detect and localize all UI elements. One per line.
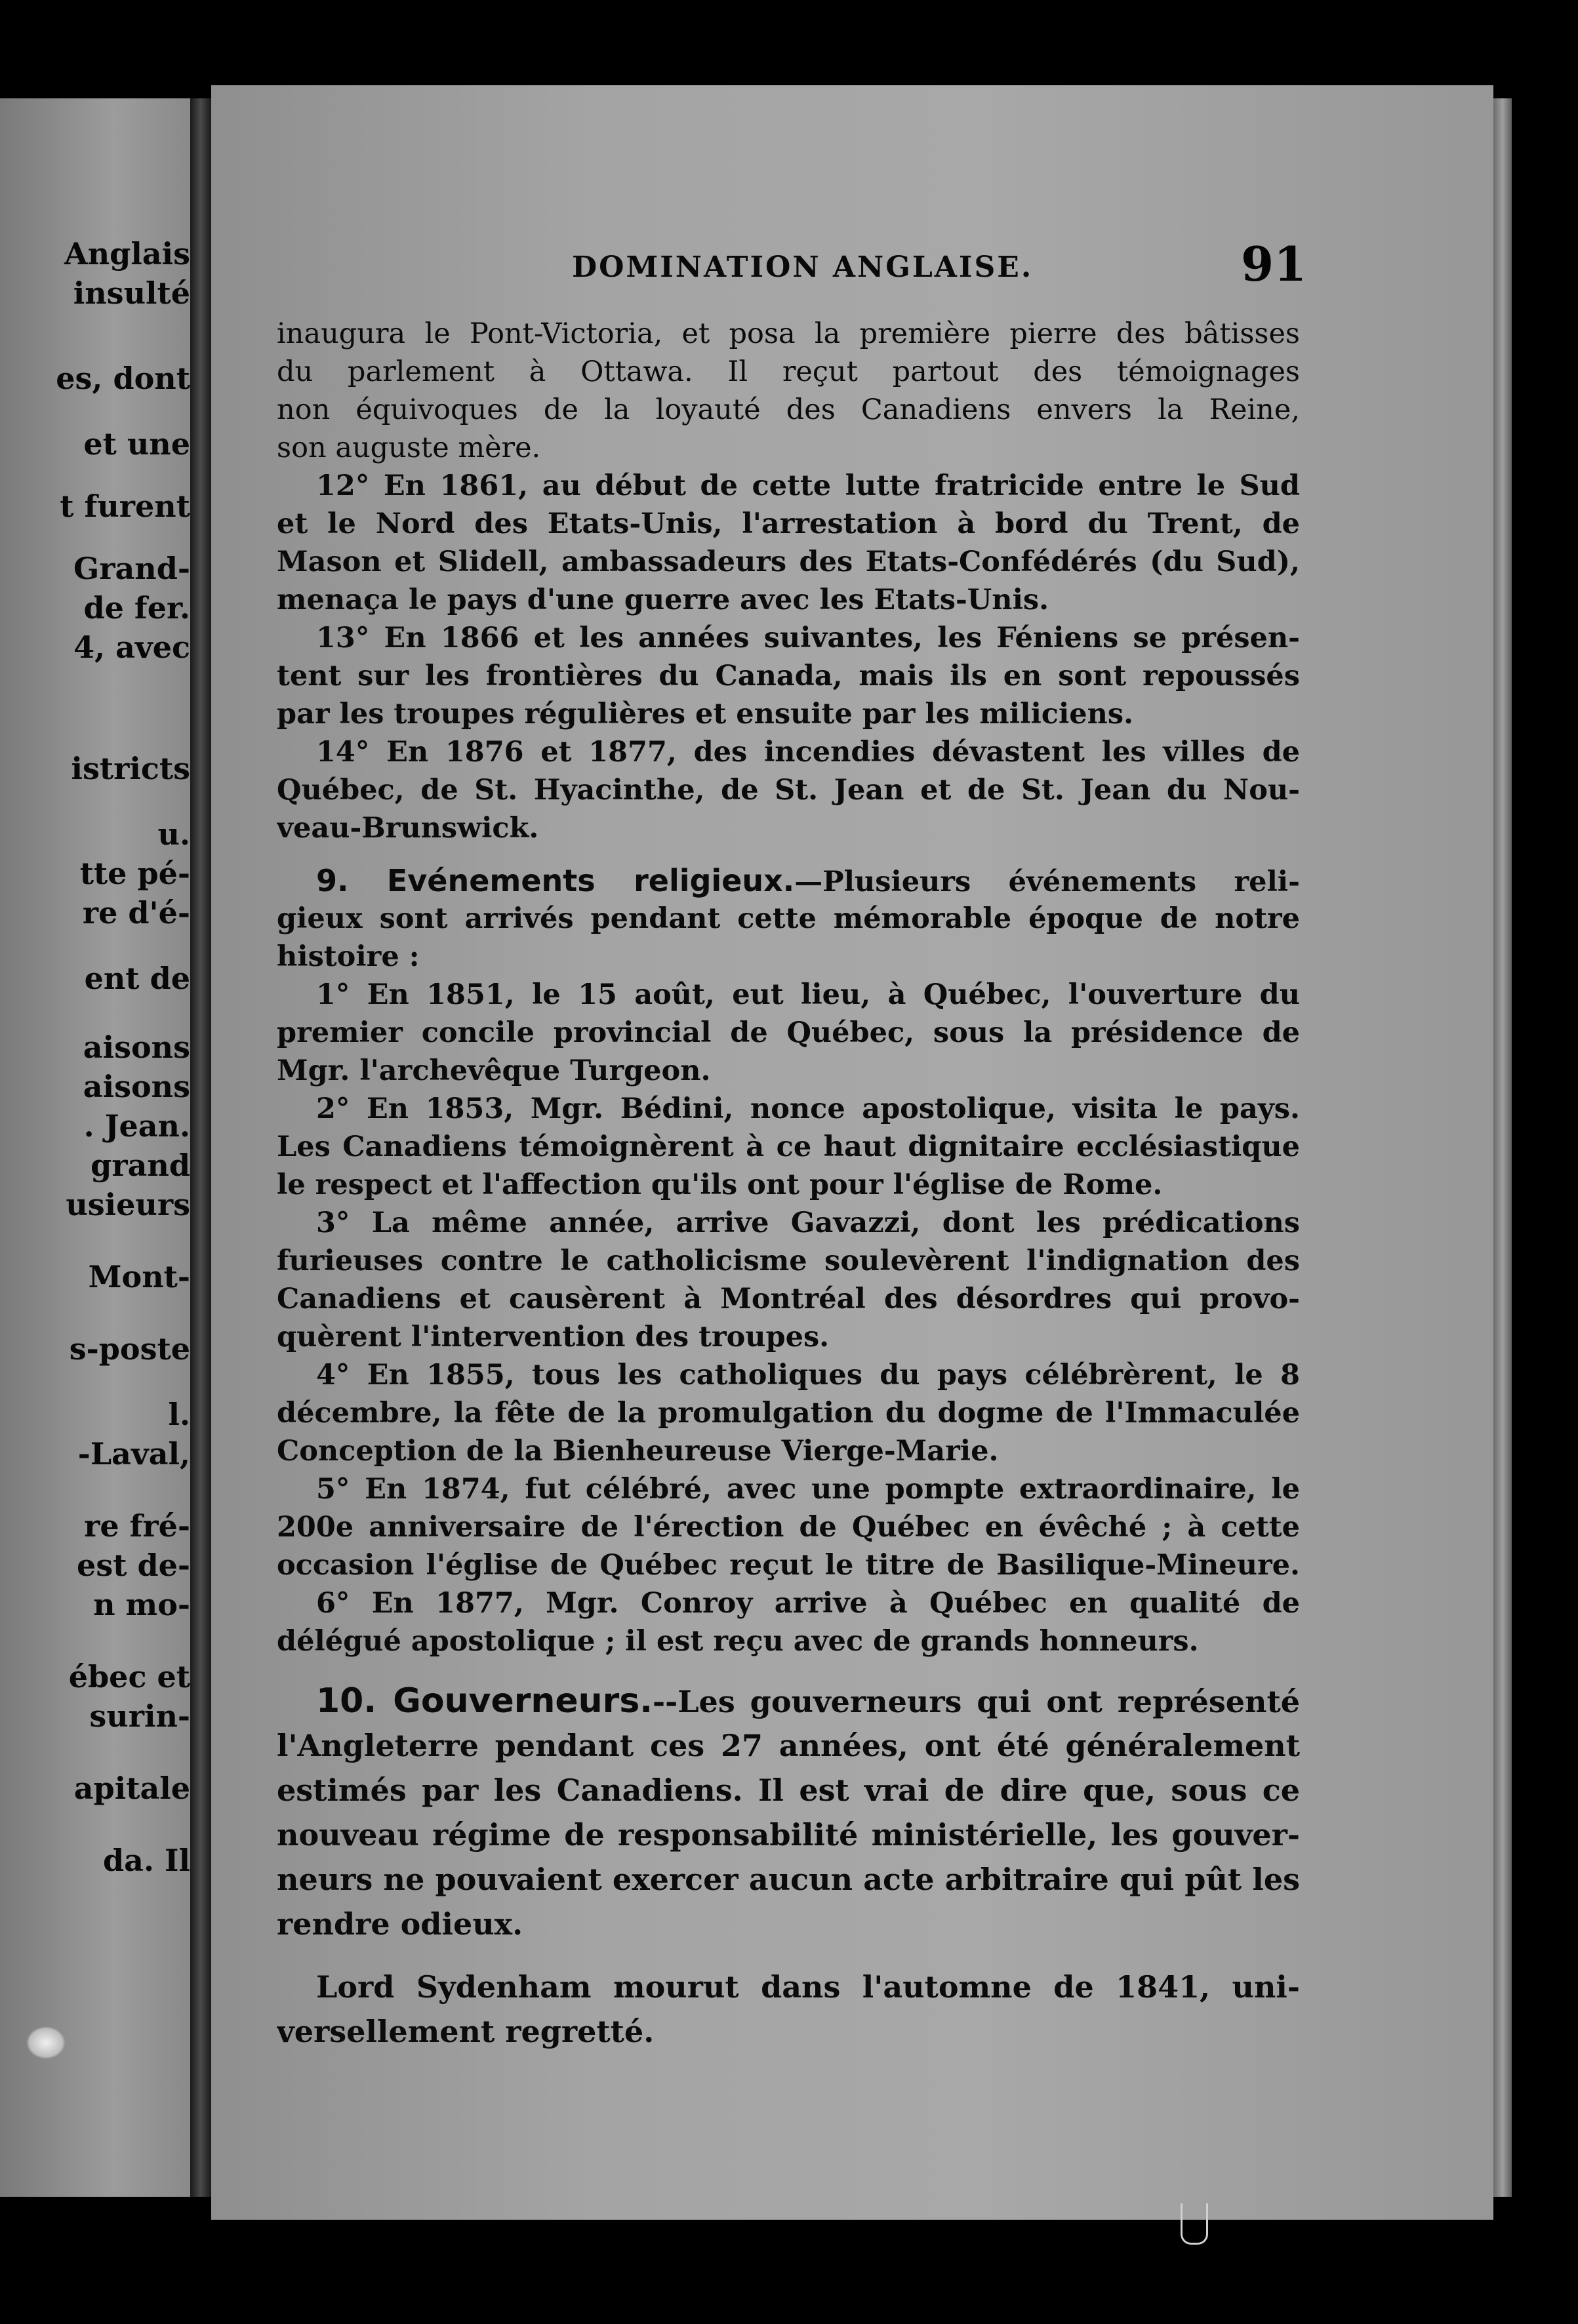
left-page-fragment: Mont- [88, 1259, 190, 1294]
text-line: non équivoques de la loyauté des Canadiens envers la Reine, [277, 393, 1300, 426]
paragraph-13 [277, 619, 1300, 733]
left-page-fragment: da. Il [103, 1843, 190, 1878]
text-line: inaugura le Pont-Victoria, et posa la première pierre des bâtisses [277, 317, 1300, 350]
left-page-fragment: istricts [71, 751, 190, 786]
section-10-heading: 10. Gouverneurs. [316, 1681, 653, 1721]
section-9-heading: 9. Evénements religieux. [316, 863, 795, 898]
spacer [277, 1660, 1300, 1679]
text-line: Lord Sydenham mourut dans l'automne de 1841, uni- [316, 1969, 1300, 2005]
left-page-fragment: re fré- [84, 1508, 190, 1544]
left-page-fragment: ébec et [68, 1659, 190, 1694]
left-page-fragment: es, dont [56, 361, 190, 396]
paper-stain [26, 2026, 66, 2059]
text-line: décembre, la fête de la promulgation du dogme de l'Immaculée [277, 1397, 1300, 1430]
text-line: quèrent l'intervention des troupes. [277, 1321, 830, 1353]
section-10 [277, 1679, 1300, 1946]
text-line: Mason et Slidell, ambassadeurs des Etats-Confédérés (du Sud), [277, 546, 1300, 578]
paragraph-intro [277, 315, 1300, 467]
item-1 [277, 976, 1300, 1090]
left-page-fragment: usieurs [66, 1187, 190, 1222]
left-page-fragment: l. [168, 1397, 190, 1432]
left-page-fragment: t furent [60, 489, 190, 524]
left-page-fragment: insulté [73, 275, 190, 311]
text-line: et le Nord des Etats-Unis, l'arrestation à bord du Trent, de [277, 508, 1300, 540]
left-page-fragment: est de- [77, 1548, 190, 1583]
text-line: rendre odieux. [277, 1906, 523, 1942]
running-header: DOMINATION ANGLAISE. [572, 250, 1034, 284]
section-9-lead: —Plusieurs événements reli- [794, 866, 1300, 898]
text-line: estimés par les Canadiens. Il est vrai de dire que, sous ce [277, 1773, 1300, 1808]
section-10-lead: --Les gouverneurs qui ont représenté [653, 1684, 1300, 1719]
text-line [277, 1679, 1300, 1723]
item-5 [277, 1470, 1300, 1584]
text-line: 14° En 1876 et 1877, des incendies dévastent les villes de [316, 736, 1300, 769]
spacer [277, 847, 1300, 862]
left-page-fragment: tte pé- [79, 856, 190, 891]
text-line: 3° La même année, arrive Gavazzi, dont les prédications [316, 1207, 1300, 1239]
paragraph-14 [277, 733, 1300, 847]
left-page-fragment: ent de [84, 961, 190, 996]
left-page-fragment: surin- [89, 1698, 190, 1734]
text-line: Mgr. l'archevêque Turgeon. [277, 1054, 711, 1087]
text-line: tent sur les frontières du Canada, mais ils en sont repoussés [277, 660, 1300, 692]
text-line: Canadiens et causèrent à Montréal des désordres qui provo- [277, 1283, 1300, 1315]
item-6 [277, 1584, 1300, 1660]
text-line: Les Canadiens témoignèrent à ce haut dignitaire ecclésiastique [277, 1131, 1300, 1163]
page-edge [1493, 98, 1512, 2197]
book-page [211, 85, 1493, 2220]
text-line: neurs ne pouvaient exercer aucun acte arbitraire qui pût les [277, 1862, 1300, 1897]
scan-corner-mark [1181, 2203, 1208, 2245]
text-line: par les troupes régulières et ensuite par les miliciens. [277, 698, 1134, 731]
left-page-fragment: . Jean. [83, 1108, 190, 1144]
text-line: l'Angleterre pendant ces 27 années, ont été généralement [277, 1728, 1300, 1763]
text-line: délégué apostolique ; il est reçu avec de grands honneurs. [277, 1625, 1199, 1658]
item-3 [277, 1204, 1300, 1356]
text-line: son auguste mère. [277, 431, 541, 464]
text-line: menaça le pays d'une guerre avec les Etats-Unis. [277, 584, 1049, 616]
text-line: 200e anniversaire de l'érection de Québec en évêché ; à cette [277, 1511, 1300, 1544]
text-line: 12° En 1861, au début de cette lutte fratricide entre le Sud [316, 470, 1300, 502]
paragraph-12 [277, 467, 1300, 619]
left-page-fragment: Grand- [73, 551, 190, 586]
left-page-fragment: aisons [83, 1069, 190, 1104]
text-line: 5° En 1874, fut célébré, avec une pompte extraordinaire, le [316, 1473, 1300, 1506]
item-2 [277, 1090, 1300, 1204]
text-line: occasion l'église de Québec reçut le titre de Basilique-Mineure. [277, 1549, 1300, 1582]
left-page-fragment: n mo- [93, 1587, 190, 1622]
text-line: gieux sont arrivés pendant cette mémorable époque de notre [277, 902, 1300, 935]
text-line: versellement regretté. [277, 2014, 655, 2049]
left-page-fragment: et une [83, 426, 190, 462]
text-line: 13° En 1866 et les années suivantes, les Féniens se présen- [316, 622, 1300, 654]
text-line: 2° En 1853, Mgr. Bédini, nonce apostolique, visita le pays. [316, 1092, 1300, 1125]
left-page-fragment: grand [91, 1148, 190, 1183]
text-line: le respect et l'affection qu'ils ont pour l'église de Rome. [277, 1169, 1163, 1201]
page-body-text [277, 315, 1300, 2054]
left-page-fragment: u. [157, 816, 190, 852]
left-page-fragment: re d'é- [82, 895, 190, 931]
spacer [277, 1946, 1300, 1965]
text-line: veau-Brunswick. [277, 812, 539, 845]
left-page-fragment: s-poste [69, 1331, 190, 1367]
text-line: 4° En 1855, tous les catholiques du pays célébrèrent, le 8 [316, 1359, 1300, 1392]
left-page-fragment: 4, avec [73, 630, 190, 665]
text-line: du parlement à Ottawa. Il reçut partout des témoignages [277, 355, 1300, 388]
left-page-fragment: Anglais [64, 236, 190, 271]
text-line: Conception de la Bienheureuse Vierge-Marie. [277, 1435, 999, 1468]
item-4 [277, 1356, 1300, 1470]
text-line: histoire : [277, 940, 420, 973]
closing-paragraph [277, 1965, 1300, 2054]
previous-page-remnant [0, 98, 190, 2197]
section-9 [277, 862, 1300, 976]
text-line: 6° En 1877, Mgr. Conroy arrive à Québec en qualité de [316, 1587, 1300, 1620]
left-page-fragment: apitale [73, 1771, 190, 1806]
left-page-fragment: aisons [83, 1030, 190, 1065]
text-line: nouveau régime de responsabilité ministérielle, les gouver- [277, 1817, 1300, 1853]
text-line: Québec, de St. Hyacinthe, de St. Jean et de St. Jean du Nou- [277, 774, 1300, 807]
text-line: 1° En 1851, le 15 août, eut lieu, à Québec, l'ouverture du [316, 978, 1300, 1011]
text-line: furieuses contre le catholicisme soulevèrent l'indignation des [277, 1245, 1300, 1277]
page-number: 91 [1241, 236, 1307, 292]
book-gutter [190, 98, 211, 2197]
text-line [277, 862, 1300, 900]
left-page-fragment: -Laval, [77, 1436, 190, 1472]
text-line: premier concile provincial de Québec, sous la présidence de [277, 1016, 1300, 1049]
left-page-fragment: de fer. [83, 590, 190, 626]
